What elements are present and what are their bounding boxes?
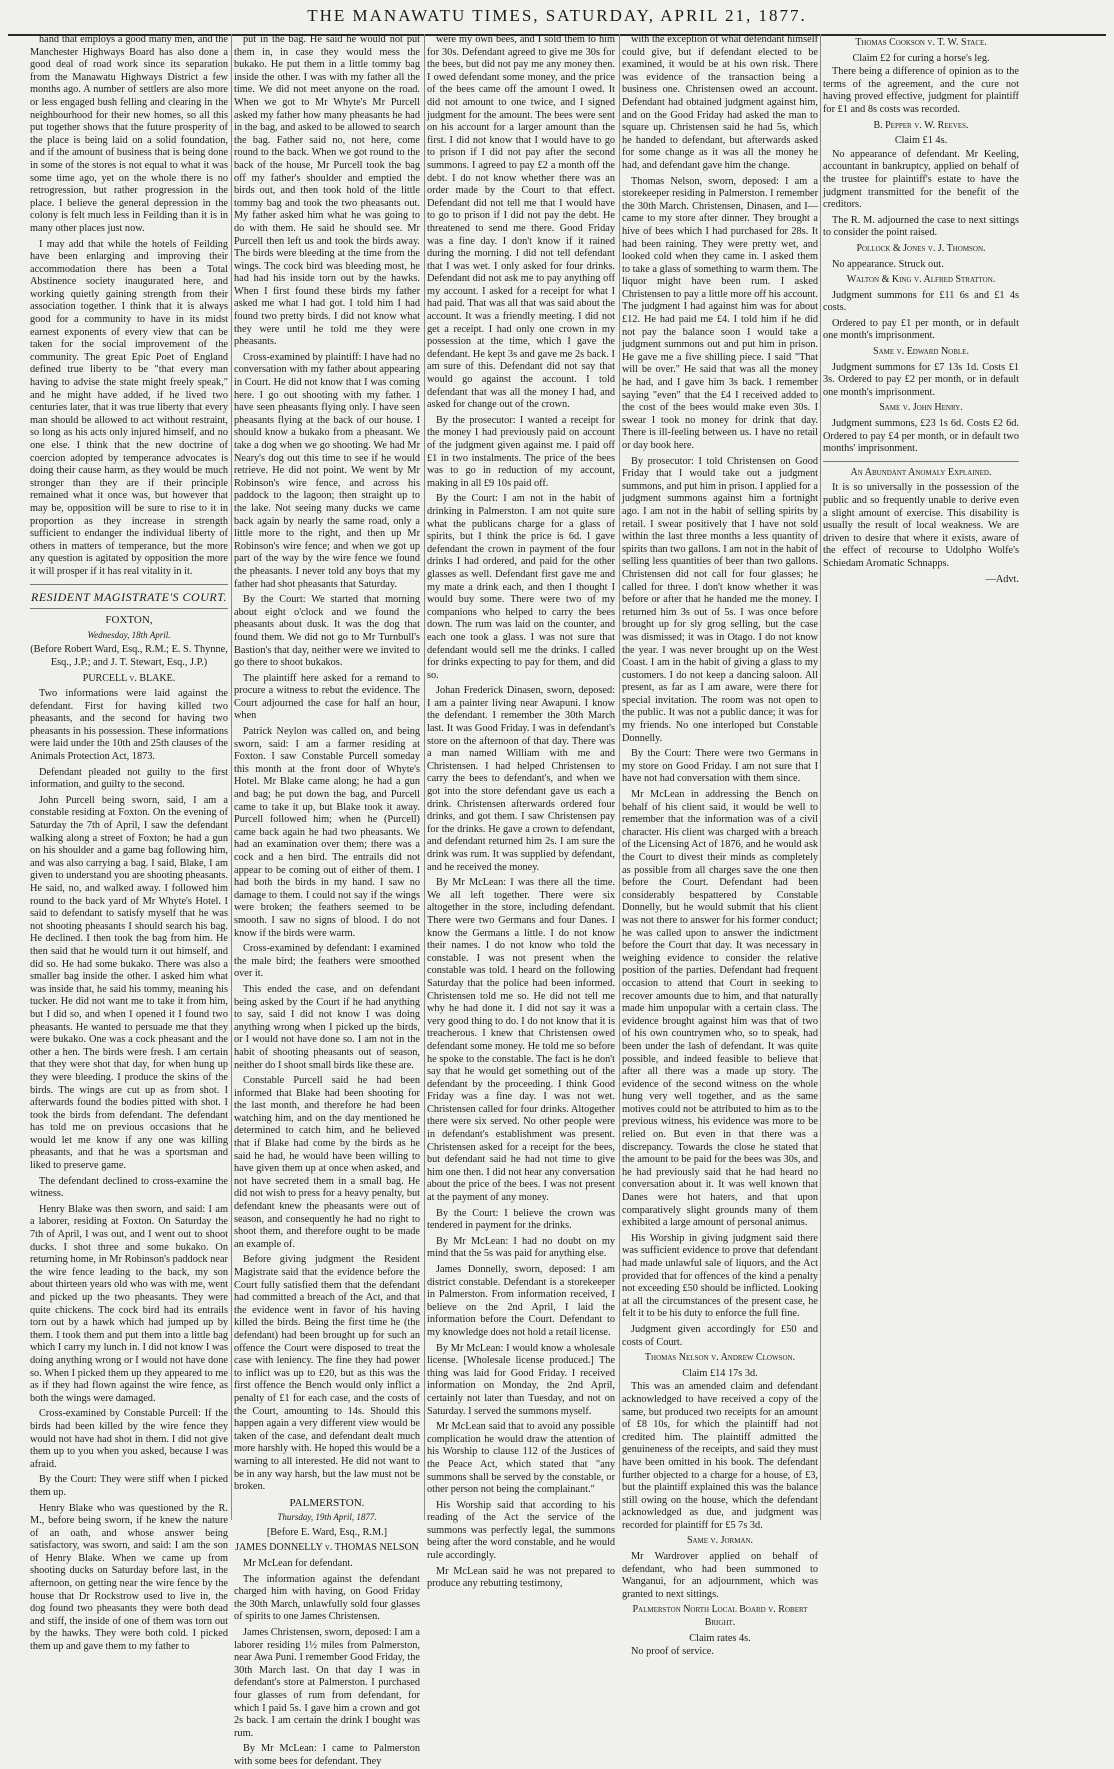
- paragraph: Judgment given accordingly for £50 and costs of Court.: [622, 1323, 818, 1348]
- paragraph: There being a difference of opinion as to the terms of the agreement, and the cure not having proved effective, judgment for plaintiff for £1 and 8s costs was recorded.: [823, 66, 1019, 115]
- dateline-place: FOXTON,: [105, 614, 153, 627]
- case-title: Walton & King v. Alfred Stratton.: [846, 274, 996, 286]
- paragraph: Mr McLean said he was not prepared to produce any rebutting testimony,: [427, 1565, 615, 1590]
- paragraph: By the Court: I believe the crown was tendered in payment for the drinks.: [427, 1207, 615, 1232]
- paragraph: No appearance. Struck out.: [832, 258, 944, 270]
- paragraph: Defendant pleaded not guilty to the first information, and guilty to the second.: [30, 766, 228, 791]
- paragraph: hand that employs a good many men, and the Manchester Highways Board has also done a good deal of road work since its separation from the Manawatu Highways District a few months ago. A number of settlers are also more or less engaged bush felling and clearing in the neighbourhood for their new homes, so all this put together shows that the future prosperity of the place is being laid on a solid foundation, and if the amount of business that is being done in some of the stores is not equal to what it was some time ago, yet on the whole there is no retrogression, but rather progression in the place. I believe the general depression in the colony is felt much less in Feilding than it is in many other places just now.: [30, 34, 228, 234]
- case-title: Pollock & Jones v. J. Thomson.: [856, 242, 986, 254]
- paragraph: No appearance of defendant. Mr Keeling, accountant in bankruptcy, applied on behalf of the trustee for plaintiff's estate to have the judgment transmitted for the benefit of the creditors.: [823, 148, 1019, 211]
- paragraph: It is so universally in the possession of the public and so frequently unable to derive even a slight amount of exercise. This disability is usually the result of local weakness. We are driven to desire that where it exists, aware of the effect of recourse to Udolpho Wolfe's Schiedam Aromatic Schnapps.: [823, 482, 1019, 569]
- bench-note: [Before E. Ward, Esq., R.M.]: [266, 1526, 388, 1538]
- paragraph: Two informations were laid against the defendant. First for having killed two pheasants, and the second for having two pheasants in his possession. These informations were laid under the 10th and 25th clauses of the Animals Protection Act, 1873.: [30, 688, 228, 763]
- paragraph: His Worship in giving judgment said there was sufficient evidence to prove that defendant had made unlawful sale of liquors, and the Act provided that for offences of the kind a penalty not exceeding £50 should be inflicted. Looking at all the circumstances of the present case, he felt it to be his duty to enforce the full fine.: [622, 1232, 818, 1320]
- paragraph: Judgment summons for £11 6s and £1 4s costs.: [823, 289, 1019, 314]
- case-title: Thomas Cookson v. T. W. Stace.: [855, 37, 987, 48]
- divider: [30, 584, 228, 585]
- advert-tag: —Advt.: [985, 573, 1019, 585]
- case-title: PURCELL v. BLAKE.: [82, 672, 176, 684]
- column-4: [622, 34, 818, 1658]
- paragraph: were my own bees, and I sold them to him for 30s. Defendant agreed to give me 30s for the bees, but did not pay me any money then. I owed defendant some money, and the price of the bees came off the amount I owed. It did not amount to one twice, and I signed judgment for the amount. The bees were sent on his account for a larger amount than the first. I did not know that I would have to go to prison if I did not pay after the second summons. I agreed to pay £2 a month off the debt. I do not know whether there was an order made by the Court to that effect. Defendant did not tell me that I would have to go to prison if I did not pay the debt. He threatened to send me there. Good Friday was a fine day. I don't know if it rained during the morning. I did not tell defendant that I was wet. I only asked for four drinks. Defendant did not ask me to pay anything off my account. I asked for a receipt for what I had paid. That was all that was said about the account. It was a friendly meeting. I did not get a receipt. I had only one crown in my possession at the time, which I gave the defendant. He kept 3s and gave me 2s back. I am sure of this. Defendant did not say that would go against the account. I told defendant that was all the money I had, and asked for change out of the crown.: [427, 34, 615, 411]
- paragraph: By the Court: I am not in the habit of drinking in Palmerston. I am not quite sure what the publicans charge for a glass of spirits, but I think the price is 6d. I gave defendant the crown in payment of the four drinks I had ordered, and paid for the other glasses as well. Defendant first gave me and my mate a drink each, and then I thought I would buy some. There were two of my companions who helped to carry the bees down. The rum was laid on the counter, and each one took a glass. I was not sure that defendant would sell me the drinks. I called for drinks expecting to pay for them, and did so.: [427, 493, 615, 681]
- column-2: [234, 34, 420, 1767]
- paragraph: By prosecutor: I told Christensen on Good Friday that I would take out a judgment summons, and put him in prison. I applied for a judgment summons against him a fortnight ago. I am not in the habit of selling spirits by retail. I swear positively that I have not sold within the last three months a less quantity of spirits than two gallons. I am not in the habit of selling less quantities of beer than two gallons. Christensen did not call for four glasses; he called for three. I don't know whether it was before or after that he handed me the money. I returned him 3s out of 5s. I was once before brought up for sly grog selling, but the case was dismissed; it was in Otago. I do not know the year. I was never brought up on the West Coast. I am in the habit of giving a glass to my customers. I do not keep a dancing saloon. All present, as far as I am aware, were there for special invitation. The room was not open to the public. It was not a public dance; it was for my friends. No one interloped but Constable Donnelly.: [622, 455, 818, 744]
- paragraph: Mr Wardrover applied on behalf of defendant, who had been summoned to Wanganui, for an adjournment, which was granted to next sittings.: [622, 1551, 818, 1600]
- paragraph: Cross-examined by plaintiff: I have had no conversation with my father about appearing in Court. He did not know that I was coming here. I go out shooting with my father. I have seen pheasants flying only. I have seen pheasants flying at the back of our house. I should know a bukako from a pheasant. We take a dog when we go shooting. We had Mr Neary's dog out this time to see if he would retrieve. He did not point. We went by Mr Robinson's wire fence, and across his paddock to the lagoon; then straight up to the lake. Not seeing many ducks we came back again by nearly the same road, only a little more to the right, and then up Mr Robinson's wire fence; and when we got up part of the way by the wire fence we found the pheasants. I never told any boys that my father had shot pheasants that Saturday.: [234, 351, 420, 590]
- masthead: [0, 0, 1114, 30]
- case-title: B. Pepper v. W. Reeves.: [873, 119, 969, 131]
- paragraph: By the Court: They were stiff when I picked them up.: [30, 1474, 228, 1498]
- paragraph: Patrick Neylon was called on, and being sworn, said: I am a farmer residing at Foxton. I saw Constable Purcell someday this month at the front door of Whyte's Hotel. Mr Blake came along; he had a gun and bag; he put down the bag, and Purcell came to take it up, but Blake took it away. Purcell followed him; when he (Purcell) came back again he had two pheasants. We had an examination over them; there was a cock and a hen bird. The entrails did not appear to be coming out of either of them. I had both the birds in my hand. I saw no damage to them. I could not say if the wings were broken; the feathers seemed to be smooth. I saw no signs of blood. I do not know if the birds were warm.: [234, 726, 420, 939]
- paragraph: By the prosecutor: I wanted a receipt for the money I had previously paid on account of the judgment given against me. I paid off £1 in two instalments. The price of the bees was to go in reduction of my account, making in all £9 10s paid off.: [427, 414, 615, 489]
- paragraph: By Mr McLean: I had no doubt on my mind that the 5s was paid for anything else.: [427, 1235, 615, 1260]
- ad-title: [0, 1525, 1, 1526]
- paragraph: This was an amended claim and defendant acknowledged to have received a copy of the same, but produced two receipts for an amount of £8 10s, for which the plaintiff had not credited him. The plaintiff admitted the genuineness of the receipts, and said they must have been omitted in his book. The defendant further objected to a charge for a house, of £3, but the plaintiff explained this was the balance still owing on the house, which the defendant acknowledged as due, and judgment was recorded for plaintiff for £5 7s 3d.: [622, 1381, 818, 1531]
- column-divider: [231, 34, 232, 1520]
- paragraph: Constable Purcell said he had been informed that Blake had been shooting for the last month, and therefore he had been watching him, and on the day mentioned he determined to catch him, and he believed that if Blake had come by the birds as he said he had, he would have been willing to have given them up at once when asked, and not have secreted them in a small bag. He did not wish to press for a heavy penalty, but defendant knew the pheasants were out of season, and consequently he had no right to shoot them, and therefore ought to be made an example of.: [234, 1075, 420, 1250]
- paragraph: No proof of service.: [631, 1646, 714, 1658]
- case-title: Same v. Edward Noble.: [873, 346, 969, 358]
- case-title: Same v. Jorman.: [686, 1535, 754, 1547]
- paragraph: By Mr McLean: I would know a wholesale license. [Wholesale license produced.] The thing was laid for Good Friday. I received information on Monday, the 2nd April, certainly not later than Tuesday, and not on Saturday. I served the summons myself.: [427, 1342, 615, 1417]
- case-title: Same v. John Henry.: [879, 402, 963, 414]
- column-3: [427, 34, 615, 1590]
- paragraph: put in the bag. He said he would not put them in, in case they would mess the bukako. He put them in a little tommy bag inside the other. I was with my father all the time. We did not meet anyone on the road. When we got to Mr Whyte's Mr Purcell asked my father how many pheasants he had in the bag, and asked to be allowed to search the bag. Father said no, not here, come round to the back. When we got round to the back of the house, Mr Purcell took the bag off my father's shoulder and emptied the birds out, and then took hold of the little tommy bag and took the two pheasants out. My father asked him what he was going to do with them. He said he should see. Mr Purcell then left us and took the birds away. The birds were bleeding at the time from the wings. The cock bird was bleeding most, he had had his inside torn out by the hawks. When I first found these birds my father asked me what I had got. I told him I had found two pretty birds. I did not know what they were until he told me they were pheasants.: [234, 34, 420, 348]
- paragraph: His Worship said that according to his reading of the Act the service of the summons was perfectly legal, the summons being after the word constable, and he would rule accordingly.: [427, 1499, 615, 1562]
- paragraph: Before giving judgment the Resident Magistrate said that the evidence before the Court fully satisfied them that the defendant had committed a breach of the Act, and that the evidence went in favor of his having killed the birds. Being the first time he (the defendant) had been brought up for such an offence the Court were disposed to treat the case with leniency. The fine they had power to inflict was up to £20, but as this was the first offence the Bench would only inflict a penalty of £1 for each case, and the costs of the Court, amounting to 14s. Should this happen again a very different view would be taken of the case, and defendant dealt much more harshly with. He hoped this would be a warning to all interested. He did not want to be in any way harsh, but the law must not be broken.: [234, 1254, 420, 1493]
- paragraph: By the Court: We started that morning about eight o'clock and we found the pheasants about dusk. It was the dog that found them. We did not go to Mr Turnbull's Bastion's that day, neither were we invited to go there to shoot bukakos.: [234, 594, 420, 669]
- column-5: [823, 34, 1019, 1520]
- divider: [30, 608, 228, 609]
- paragraph: By Mr McLean: I came to Palmerston with some bees for defendant. They: [234, 1743, 420, 1767]
- case-title: Thomas Nelson v. Andrew Clowson.: [644, 1352, 796, 1364]
- paragraph: Henry Blake was then sworn, and said: I am a laborer, residing at Foxton. On Saturday the 7th of April, I was out, and I went out to shoot ducks. I shot three and some bukako. On returning home, in Mr Robinson's paddock near the wire fence leading to the back, my son about thirteen years old who was with me, went and picked up the two pheasants. They were quite chickens. The cock bird had its entrails torn out by a hawk which had jumped up by them. I took them and put them into a little bag which I carry my lunch in. I did not know I was doing anything wrong or I would not have done so. When I picked them up they appeared to me as if they had flown against the wire fence, as both the wings were damaged.: [30, 1203, 228, 1404]
- divider: [823, 461, 1019, 462]
- column-1: [30, 34, 228, 1653]
- dateline-date: Wednesday, 18th April.: [87, 629, 171, 640]
- case-title: Palmerston North Local Board v. Robert Bright.: [632, 1604, 808, 1629]
- case-title: JAMES DONNELLY v. THOMAS NELSON: [235, 1542, 419, 1554]
- paragraph: Johan Frederick Dinasen, sworn, deposed: I am a painter living near Awapuni. I know the defendant. I remember the 30th March last. It was Good Friday. I was in defendant's store on the afternoon of that day. There was a man named William with me and Christensen. I had helped Christensen to carry the bees to defendant's, and when we got into the store defendant gave us each a drink. Christensen afterwards ordered four drinks, and got them. I saw Christensen pay for the drinks. He gave a crown to defendant, and defendant returned him 2s. I am sure the drink was rum. It was supplied by defendant, and he received the money.: [427, 685, 615, 873]
- paragraph: John Purcell being sworn, said, I am a constable residing at Foxton. On the evening of Saturday the 7th of April, I saw the defendant walking along a street of Foxton; he had a gun on his shoulder and a game bag following him, and was also carrying a bag. I said, Blake, I am given to understand you are shooting pheasants. He said, no, and walked away. I followed him round to the back yard of Mr Whyte's Hotel. I said to defendant to satisfy myself that he was not shooting pheasants I should search his bag. He declined. I then took the bag from him. He then said that he would turn it out himself, and did so. He had some bukako. There was also a smaller bag inside the other. I asked him what was inside that, he said his tommy, meaning his tucker. He did not want me to take it from him, but I did so, and when I opened it I found two pheasants. He wanted to persuade me that they were bukako. One was a cock pheasant and the other a hen. The birds were fresh. I am certain that they were shot that day, for when hung up they were bleeding. I produce the skins of the birds. The wings are cut up as from shot. I afterwards found the bodies pitted with shot. I took the birds from defendant. The defendant has told me on previous occasions that he would let me know if any one was killing pheasants, and that he was a sportsman and liked to preserve game.: [30, 794, 228, 1172]
- claim-amount: Claim £14 17s 3d.: [682, 1367, 758, 1379]
- paragraph: James Donnelly, sworn, deposed: I am district constable. Defendant is a storekeeper in Palmerston. From information received, I believe on the 2nd April, I laid the information before the Court. Defendant to my knowledge does not hold a retail license.: [427, 1264, 615, 1338]
- paragraph: Judgment summons, £23 1s 6d. Costs £2 6d. Ordered to pay £4 per month, or in default two months' imprisonment.: [823, 418, 1019, 455]
- paragraph: Cross-examined by defendant: I examined the male bird; the feathers were smoothed over it.: [234, 943, 420, 980]
- section-heading: PALMERSTON.: [289, 1496, 365, 1509]
- claim-amount: Claim rates 4s.: [689, 1632, 751, 1644]
- paragraph: with the exception of what defendant himself could give, but if defendant elected to be examined, it would be at his own risk. There was evidence of the transaction being a business one. Christensen owed an account. Defendant had obtained judgment against him, and on the Good Friday had asked the man to square up. Christensen said he had 5s, which he handed to defendant, but afterwards asked for some change as it was all the money he had, and defendant gave him the change.: [622, 34, 818, 171]
- bench-note: (Before Robert Ward, Esq., R.M.; E. S. Thynne, Esq., J.P.; and J. T. Stewart, Esq., J.P.): [30, 644, 228, 668]
- paragraph: I may add that while the hotels of Feilding have been enlarging and improving their accommodation there has been a Total Abstinence society inaugurated here, and working quietly gaining strength from their association together. I think that it is always good for a community to have in its midst earnest exponents of every view that can be taken for the social improvement of the community. The great Epic Poet of England defined true liberty to be "that every man having to advise the state might freely speak," and he might have added, if he lived two centuries later, that it was true liberty that every man should be allowed to act without restraint, so long as his acts only injured himself, and no one else. I think that the new doctrine of coercion adopted by temperance advocates is doing their cause harm, as they would be much stronger than they are if their principle remained what it once was, but however that may be, opposition will be sure to rise to it in proportion as they increase in strength sufficient to endanger the individual liberty of others in matters of temperance, but the more any question is agitated by opposition the more it will prosper if it has real vitality in it.: [30, 238, 228, 577]
- paragraph: Mr McLean said that to avoid any possible complication he would draw the attention of his Worship to clause 112 of the Justices of the Peace Act, which stated that "any summons shall be served by the constable, or other person not being the complainant.": [427, 1421, 615, 1496]
- paragraph: Mr McLean in addressing the Bench on behalf of his client said, it would be well to remember that the information was of a civil character. His client was charged with a breach of the Licensing Act of 1876, and he would ask the Court to divest their minds as completely as possible from all charges save the one then before the Court. Defendant had been considerably bespattered by Constable Donnelly, but he would submit that his client was not there to answer for his former conduct; he was called upon to answer the indictment before the Court that day. It was necessary in weighing evidence to consider the relative position of the parties. Defendant had frequent occasion to attend that Court in seeking to recover amounts due to him, and that naturally made him unpopular with a certain class. The evidence brought against him was that of two of his own countrymen who, so to speak, had been under the lash of defendant. It was quite possible, and indeed feasible to believe that after all there was a made up story. The evidence of the second witness on the whole hung very well together, and as the same motives could not be attributed to him as to the previous witness, his evidence was more to be relied on. But even in that there was a discrepancy. Towards the close he stated that the amount to be paid for the bees was 30s, and he had previously said that he had heard no conversation about it. It was well known that Danes were hot haters, and that upon comparatively slight grounds many of them exhibited a large amount of personal animus.: [622, 789, 818, 1229]
- offpage-ads: [0, 1525, 1, 1526]
- paragraph: By Mr McLean: I was there all the time. We all left together. There were six altogether in the store, including defendant. There were two Germans and four Danes. I know the Germans a little. I do not know their names. I do not know who told the constable. I was not present when the constable was told. I heard on the following Saturday that the police had been informed. Christensen told me so. He did not tell me why he had done it. I did not say it was a very good thing to do. I do not know that it is treacherous. I knew that Christensen owed defendant some money. He told me so before he spoke to the constable. The fact is he don't say that he would get something out of the defendant by the proceeding. I think Good Friday was a fine day. I was not wet. Christensen called for four drinks. Altogether there were six served. No other people were in defendant's establishment was present. Christensen asked for a receipt for the bees, but defendant said he had not time to give him one then. I did not hear any conversation about the price of the bees. I was not present at the payment of any money.: [427, 877, 615, 1204]
- paragraph: By the Court: There were two Germans in my store on Good Friday. I am not sure that I have not had conversation with them since.: [622, 748, 818, 785]
- column-divider: [619, 34, 620, 1520]
- paragraph: Henry Blake who was questioned by the R. M., before being sworn, if he knew the nature of an oath, and whose answer being satisfactory, was sworn, and said: I am the son of Henry Blake. When we came up from shooting ducks on Saturday before last, in the afternoon, on getting near the wire fence by the house that Dr Rockstrow used to live in, the dog found two pheasants they were both dead and stiff, the inside of one of them was torn out by the hawks. They were both cold. I picked them up and gave them to my father to: [30, 1502, 228, 1653]
- claim-amount: Claim £1 4s.: [894, 135, 948, 147]
- paragraph: Mr McLean for defendant.: [243, 1558, 353, 1570]
- paragraph: The information against the defendant charged him with having, on Good Friday the 30th March, unlawfully sold four glasses of spirits to one James Christensen.: [234, 1573, 420, 1623]
- paragraph: This ended the case, and on defendant being asked by the Court if he had anything to say, said I did not know I was doing anything wrong when I picked up the birds, or I would not have done so. I am not in the habit of shooting pheasants out of season, neither do I shoot small birds like these are.: [234, 983, 420, 1071]
- advert-title: An Abundant Anomaly Explained.: [850, 466, 992, 478]
- ad-workmen: [0, 1525, 1, 1526]
- paragraph: Cross-examined by Constable Purcell: If the birds had been killed by the wire fence they would not have had shot in them. I did not give them up to you when you asked, because I was afraid.: [30, 1408, 228, 1470]
- paragraph: The R. M. adjourned the case to next sittings to consider the point raised.: [823, 214, 1019, 239]
- paragraph: Judgment summons for £7 13s 1d. Costs £1 3s. Ordered to pay £2 per month, or in default one month's imprisonment.: [823, 361, 1019, 398]
- section-heading: RESIDENT MAGISTRATE'S COURT.: [30, 589, 227, 604]
- column-divider: [820, 34, 821, 1520]
- dateline-date: Thursday, 19th April, 1877.: [277, 1512, 377, 1523]
- paragraph: The defendant declined to cross-examine the witness.: [30, 1175, 228, 1200]
- paragraph: Ordered to pay £1 per month, or in default one month's imprisonment.: [823, 317, 1019, 342]
- paragraph: The plaintiff here asked for a remand to procure a witness to rebut the evidence. The Court adjourned the case for half an hour, when: [234, 672, 420, 722]
- column-divider: [424, 34, 425, 1520]
- paragraph: Thomas Nelson, sworn, deposed: I am a storekeeper residing in Palmerston. I remember the 30th March. Christensen, Dinasen, and I—came to my store after dinner. They brought a hive of bees which I had purchased for 28s. It had been raining. They were pretty wet, and looked cold when they came in. I asked them to take a glass of something to warm them. The liquor might have been rum. I asked Christensen to pay a little more off his account. The judgment I had against him was for about £12. He had paid me £4. I told him if he did not pay the balance soon I would take a judgment summons out and put him in prison. He gave me a five shilling piece. I said "That will be over." He said that was all the money he had, and I gave him 3s back. I remember saying "even" that the £4 I received added to the cost of the bees would make even 30s. I swear I took no money for drink that day. There is ill-feeling between us. I have no retail or day book here.: [622, 175, 818, 451]
- newspaper-title: THE MANAWATU TIMES, SATURDAY, APRIL 21, 1877.: [307, 6, 807, 25]
- paragraph: James Christensen, sworn, deposed: I am a laborer residing 1½ miles from Palmerston, near Awa Puni. I remember Good Friday, the 30th March last. On that day I was in defendant's store at Palmerston. I purchased four glasses of rum from defendant, for which I paid 5s. I gave him a crown and got 2s back. I am certain the drink I bought was rum.: [234, 1627, 420, 1739]
- claim-amount: Claim £2 for curing a horse's leg.: [852, 52, 990, 64]
- court-case-list: [823, 37, 1019, 456]
